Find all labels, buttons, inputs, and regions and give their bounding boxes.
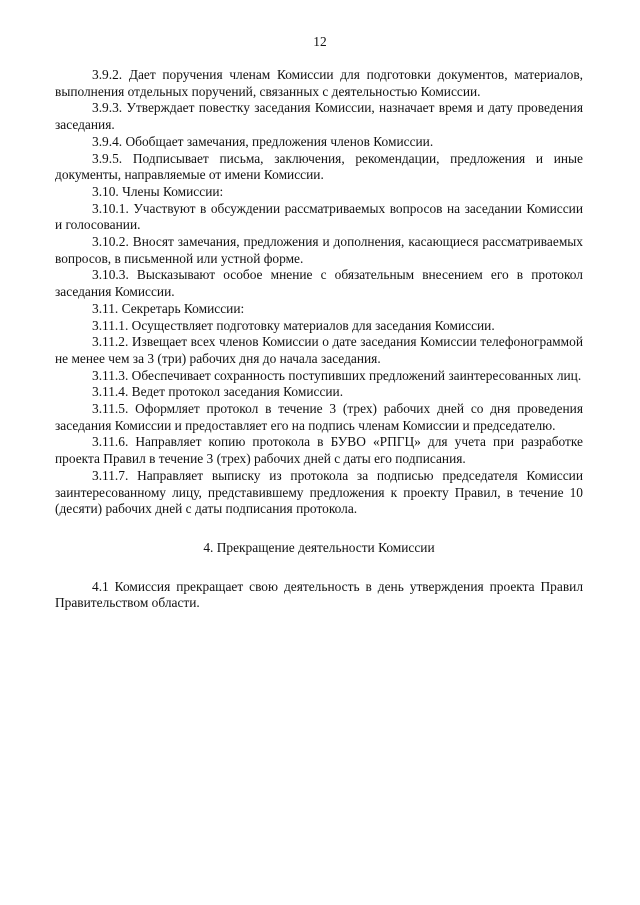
paragraph-3-10-1: 3.10.1. Участвуют в обсуждении рассматриваемых вопросов на заседании Комиссии и голосовании.: [55, 200, 583, 233]
paragraph-3-11: 3.11. Секретарь Комиссии:: [92, 300, 245, 316]
paragraph-3-9-2: 3.9.2. Дает поручения членам Комиссии для подготовки документов, материалов, выполнения отдельных поручений, связанных с деятельностью Комиссии.: [55, 67, 583, 99]
paragraph-3-10: 3.10. Члены Комиссии:: [92, 183, 224, 199]
paragraph-3-11-3: 3.11.3. Обеспечивает сохранность поступивших предложений заинтересованных лиц.: [92, 367, 582, 383]
paragraph-4-1: 4.1 Комиссия прекращает свою деятельность в день утверждения проекта Правил Правительством области.: [55, 578, 583, 611]
paragraph-3-11-4: 3.11.4. Ведет протокол заседания Комиссии.: [92, 384, 344, 400]
paragraph-3-11-1: 3.11.1. Осуществляет подготовку материалов для заседания Комиссии.: [92, 317, 495, 333]
paragraph-3-9-4: 3.9.4. Обобщает замечания, предложения членов Комиссии.: [92, 133, 434, 149]
section-heading: 4. Прекращение деятельности Комиссии: [203, 539, 435, 555]
paragraph-3-9-3: 3.9.3. Утверждает повестку заседания Комиссии, назначает время и дату проведения заседания.: [55, 100, 583, 133]
paragraph-3-11-7: 3.11.7. Направляет выписку из протокола за подписью председателя Комиссии заинтересованному лицу, представившему предложения к проекту Правил, в течение 10 (десяти) рабочих дней с даты подписания протокола.: [55, 467, 583, 517]
paragraph-3-10-3: 3.10.3. Высказывают особое мнение с обязательным внесением его в протокол заседания Комиссии.: [55, 267, 583, 300]
document-body: [55, 67, 583, 612]
paragraph-3-11-2: 3.11.2. Извещает всех членов Комиссии о дате заседания Комиссии телефонограммой не менее чем за 3 (три) рабочих дня до начала заседания.: [55, 334, 583, 366]
paragraph-3-9-5: 3.9.5. Подписывает письма, заключения, рекомендации, предложения и иные документы, направляемые от имени Комиссии.: [55, 150, 583, 183]
paragraph-3-10-2: 3.10.2. Вносят замечания, предложения и дополнения, касающиеся рассматриваемых вопросов, в письменной или устной форме.: [55, 234, 583, 266]
page-number: 12: [313, 34, 327, 49]
paragraph-3-11-6: 3.11.6. Направляет копию протокола в БУВО «РПГЦ» для учета при разработке проекта Правил в течение 3 (трех) рабочих дней с даты его подписания.: [55, 434, 583, 467]
paragraph-3-11-5: 3.11.5. Оформляет протокол в течение 3 (трех) рабочих дней со дня проведения заседания Комиссии и предоставляет его на подпись членам Комиссии и председателю.: [55, 401, 583, 433]
